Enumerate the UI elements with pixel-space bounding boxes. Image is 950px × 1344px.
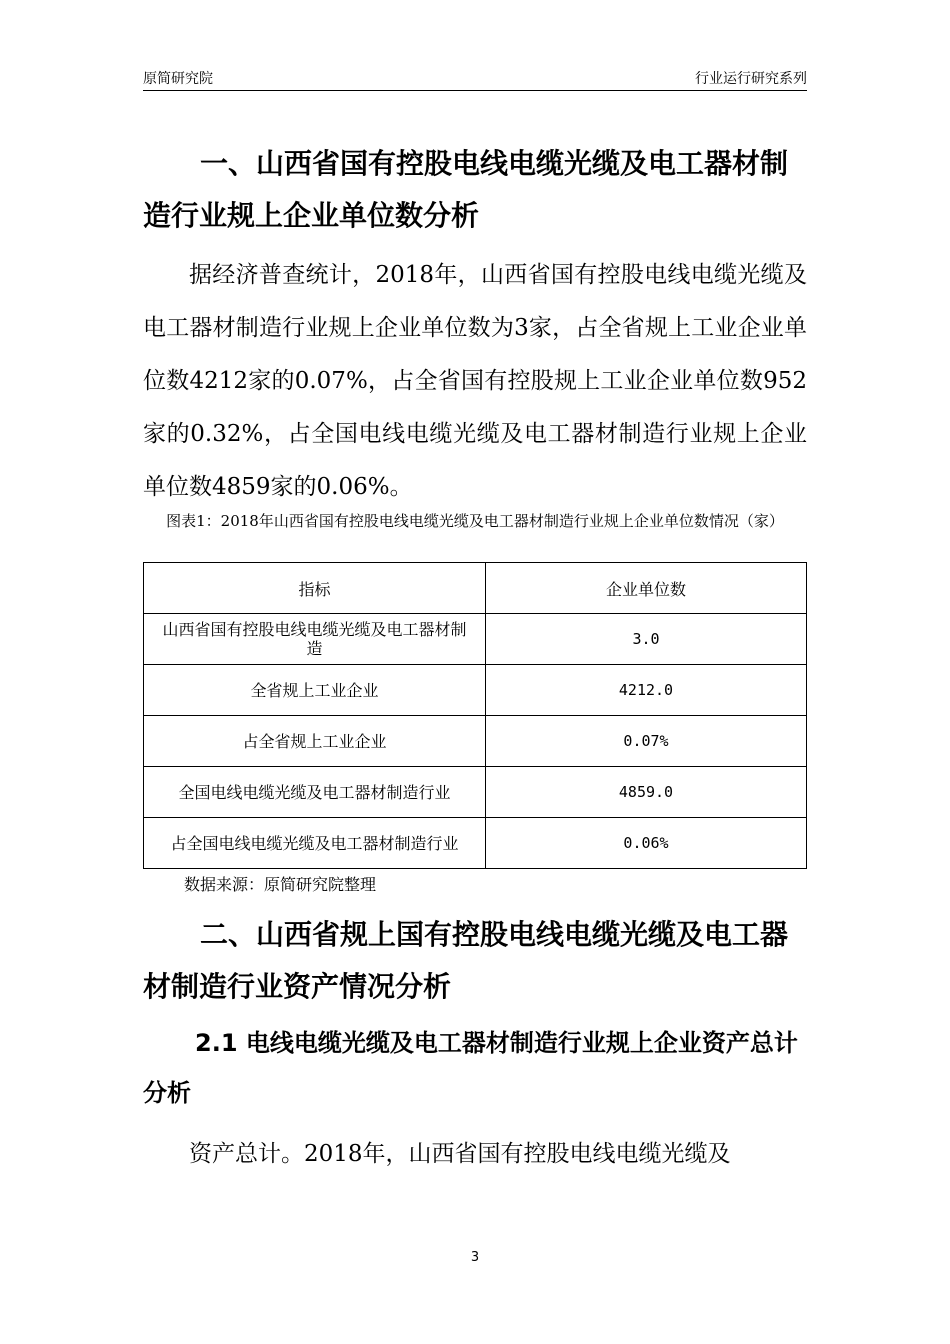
table-header-row	[144, 563, 807, 614]
table-row	[144, 614, 807, 665]
row-value: 0.07%	[486, 716, 807, 767]
header-series-name: 行业运行研究系列	[695, 71, 807, 87]
table-row	[144, 818, 807, 869]
table-row	[144, 716, 807, 767]
section1-heading: 一、山西省国有控股电线电缆光缆及电工器材制造行业规上企业单位数分析	[143, 147, 789, 232]
page-number: 3	[470, 1250, 480, 1265]
row-value: 4212.0	[486, 665, 807, 716]
row-label: 山西省国有控股电线电缆光缆及电工器材制造	[144, 614, 486, 665]
section2-paragraph: 资产总计。2018年，山西省国有控股电线电缆光缆及	[189, 1141, 731, 1167]
table-row	[144, 767, 807, 818]
table-caption: 图表1：2018年山西省国有控股电线电缆光缆及电工器材制造行业规上企业单位数情况（家）	[166, 512, 784, 530]
table-row	[144, 665, 807, 716]
row-label: 全省规上工业企业	[144, 665, 486, 716]
row-label: 占全省规上工业企业	[144, 716, 486, 767]
header-org-name: 原简研究院	[143, 71, 213, 87]
row-value: 3.0	[486, 614, 807, 665]
table-source-note: 数据来源：原简研究院整理	[184, 875, 377, 894]
row-value: 0.06%	[486, 818, 807, 869]
row-label: 占全国电线电缆光缆及电工器材制造行业	[144, 818, 486, 869]
section1-paragraph: 据经济普查统计，2018年，山西省国有控股电线电缆光缆及电工器材制造行业规上企业单位数为3家，占全省规上工业企业单位数4212家的0.07%，占全省国有控股规上工业企业单位数952家的0.32%，占全国电线电缆光缆及电工器材制造行业规上企业单位数4859家的0.06%。	[143, 262, 807, 500]
section2-subheading: 2.1 电线电缆光缆及电工器材制造行业规上企业资产总计分析	[143, 1029, 798, 1107]
row-value: 4859.0	[486, 767, 807, 818]
row-label: 全国电线电缆光缆及电工器材制造行业	[144, 767, 486, 818]
data-table	[143, 562, 807, 869]
column-header-indicator: 指标	[144, 563, 486, 614]
section2-heading: 二、山西省规上国有控股电线电缆光缆及电工器材制造行业资产情况分析	[143, 918, 789, 1003]
page-header	[143, 68, 807, 91]
column-header-count: 企业单位数	[486, 563, 807, 614]
